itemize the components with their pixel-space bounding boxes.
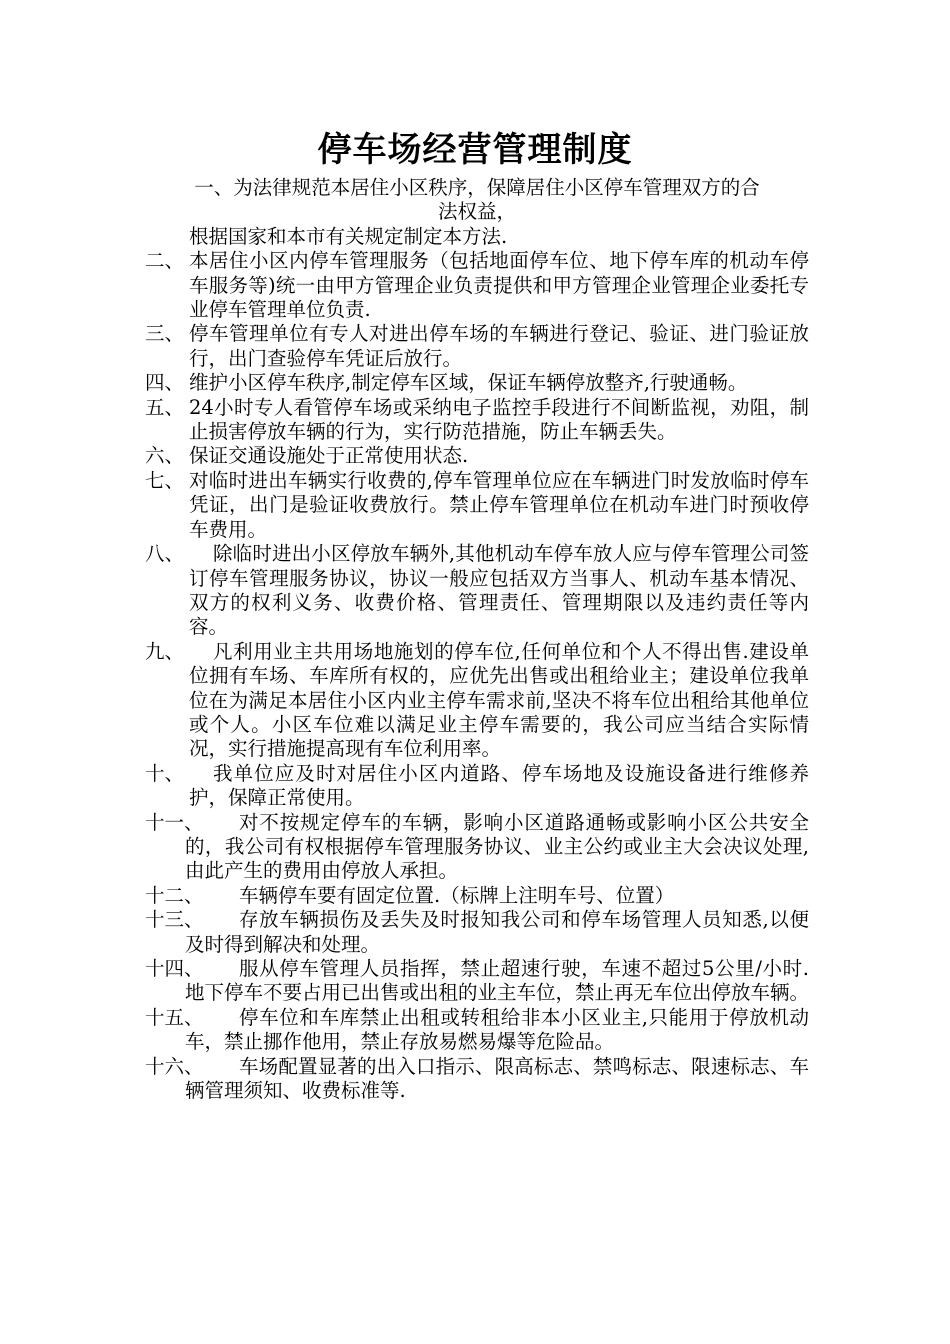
clause-number: 十四、 — [145, 957, 204, 980]
clause-number: 七、 — [145, 468, 185, 492]
intro-line-3: 根据国家和本市有关规定制定本方法. — [189, 224, 508, 248]
clause-number: 四、 — [145, 371, 185, 395]
clause-4 — [145, 371, 809, 395]
clause-number: 十、 — [145, 761, 185, 785]
clause-number: 九、 — [145, 639, 185, 663]
clause-text: 凡利用业主共用场地施划的停车位,任何单位和个人不得出售.建设单位拥有车场、车库所有权的，应优先出售或出租给业主；建设单位我单位在为满足本居住小区内业主停车需求前,坚决不将车位出租给其他单位或个人。小区车位难以满足业主停车需要的，我公司应当结合实际情况，实行措施提高现有车位利用率。 — [189, 639, 809, 761]
clause-text: 维护小区停车秩序,制定停车区域，保证车辆停放整齐,行驶通畅。 — [189, 371, 748, 395]
clause-7 — [145, 469, 809, 542]
clause-number: 六、 — [145, 444, 185, 468]
clause-16 — [145, 1055, 809, 1104]
clause-6 — [145, 444, 809, 468]
clause-text: 本居住小区内停车管理服务（包括地面停车位、地下停车库的机动车停车服务等)统一由甲方管理企业负责提供和甲方管理企业管理企业委托专业停车管理单位负责. — [189, 249, 809, 322]
document-body — [145, 176, 809, 1103]
clause-10 — [145, 762, 809, 811]
clause-14 — [145, 957, 809, 1006]
clause-number: 十三、 — [145, 908, 204, 932]
clause-text: 除临时进出小区停放车辆外,其他机动车停车放人应与停车管理公司签订停车管理服务协议，协议一般应包括双方当事人、机动车基本情况、双方的权利义务、收费价格、管理责任、管理期限以及违约责任等内容。 — [189, 542, 809, 639]
clause-text: 保证交通设施处于正常使用状态. — [189, 444, 469, 468]
clause-text: 对临时进出车辆实行收费的,停车管理单位应在车辆进门时发放临时停车凭证，出门是验证收费放行。禁止停车管理单位在机动车进门时预收停车费用。 — [189, 468, 809, 541]
clause-3 — [145, 322, 809, 371]
clause-number: 十一、 — [145, 810, 204, 834]
clause-text: 服从停车管理人员指挥，禁止超速行驶，车速不超过5公里/小时.地下停车不要占用已出售或出租的业主车位，禁止再无车位出停放车辆。 — [185, 957, 810, 1005]
clause-9 — [145, 640, 809, 762]
clause-15 — [145, 1006, 809, 1055]
clause-text: 车场配置显著的出入口指示、限高标志、禁鸣标志、限速标志、车辆管理须知、收费标准等. — [185, 1054, 809, 1103]
clause-number: 二、 — [145, 249, 185, 273]
clause-13 — [145, 908, 809, 957]
clause-text: 车辆停车要有固定位置.（标牌上注明车号、位置） — [239, 883, 675, 907]
clause-5 — [145, 396, 809, 445]
clause-number: 五、 — [145, 395, 185, 419]
clause-text: 停车位和车库禁止出租或转租给非本小区业主,只能用于停放机动车，禁止挪作他用，禁止存放易燃易爆等危险品。 — [185, 1005, 809, 1054]
clause-text: 存放车辆损伤及丢失及时报知我公司和停车场管理人员知悉,以便及时得到解决和处理。 — [185, 908, 809, 956]
intro-line-1: 一、为法律规范本居住小区秩序，保障居住小区停车管理双方的合 — [194, 176, 760, 199]
clause-text: 我单位应及时对居住小区内道路、停车场地及设施设备进行维修养护，保障正常使用。 — [189, 761, 809, 810]
clause-number: 十六、 — [145, 1054, 204, 1078]
clause-11 — [145, 811, 809, 884]
intro-line-2: 法权益， — [437, 200, 516, 224]
clause-number: 三、 — [145, 322, 185, 346]
clause-number: 十五、 — [145, 1005, 204, 1029]
clause-number: 八、 — [145, 542, 185, 566]
clause-number: 十二、 — [145, 883, 204, 907]
clause-text: 对不按规定停车的车辆，影响小区道路通畅或影响小区公共安全的，我公司有权根据停车管理服务协议、业主公约或业主大会决议处理,由此产生的费用由停放人承担。 — [185, 810, 809, 883]
clause-text: 停车管理单位有专人对进出停车场的车辆进行登记、验证、进门验证放行，出门查验停车凭证后放行。 — [189, 322, 809, 370]
clause-8 — [145, 542, 809, 640]
clause-2 — [145, 249, 809, 322]
clause-text: 24小时专人看管停车场或采纳电子监控手段进行不间断监视，劝阻，制止损害停放车辆的行为，实行防范措施，防止车辆丢失。 — [189, 395, 809, 444]
clause-12 — [145, 884, 809, 908]
page-title: 停车场经营管理制度 — [317, 130, 633, 170]
